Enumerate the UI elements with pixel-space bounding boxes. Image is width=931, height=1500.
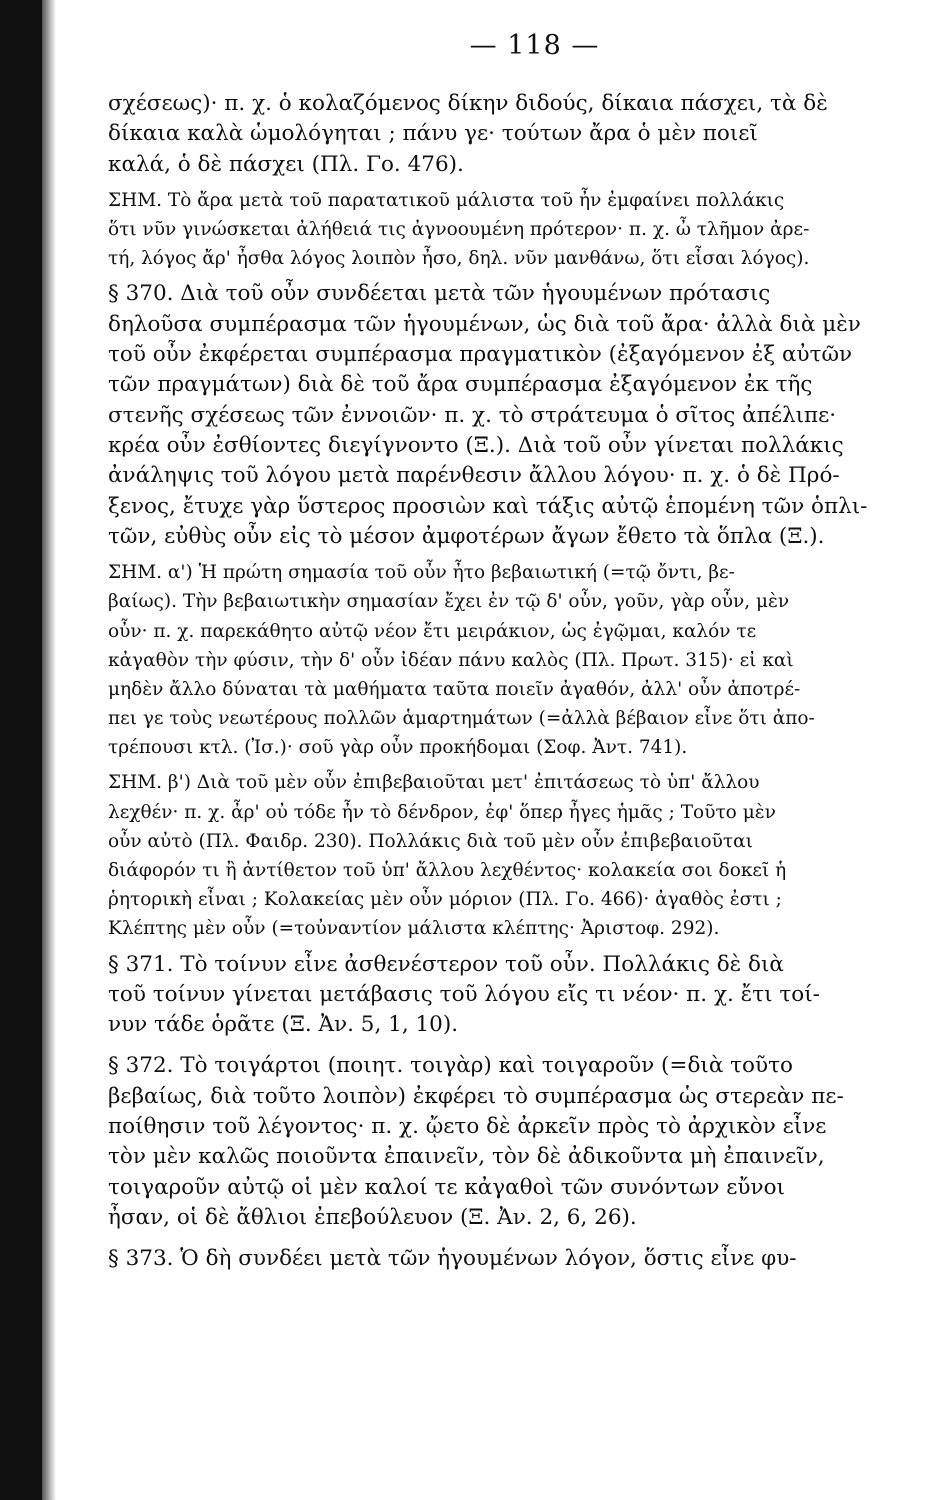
text-line: ΣΗΜ. Τὸ ἄρα μετὰ τοῦ παρατατικοῦ μάλιστα τοῦ ἦν ἐμφαίνει πολλάκις [108, 189, 785, 211]
text-line: τρέπουσι κτλ. (Ἰσ.)· σοῦ γὰρ οὖν προκήδομαι (Σοφ. Ἀντ. 741). [108, 737, 688, 759]
text-line: § 372. Τὸ τοιγάρτοι (ποιητ. τοιγὰρ) καὶ τοιγαροῦν (=διὰ τοῦτο [108, 1053, 793, 1079]
paragraph-gap [108, 1233, 931, 1244]
text-line: ῥητορικὴ εἶναι ; Κολακείας μὲν οὖν μόριον (Πλ. Γο. 466)· ἀγαθὸς ἐστι ; [108, 889, 782, 911]
page-body [108, 89, 931, 1275]
text-line: τῶν πραγμάτων) διὰ δὲ τοῦ ἄρα συμπέρασμα ἐξαγόμενον ἐκ τῆς [108, 372, 813, 398]
text-line: ποίθησιν τοῦ λέγοντος· π. χ. ᾤετο δὲ ἀρκεῖν πρὸς τὸ ἀρχικὸν εἶνε [108, 1114, 827, 1140]
paragraph [108, 89, 931, 180]
text-line: ΣΗΜ. β') Διὰ τοῦ μὲν οὖν ἐπιβεβαιοῦται μετ' ἐπιτάσεως τὸ ὑπ' ἄλλου [108, 772, 760, 794]
text-line: σχέσεως)· π. χ. ὁ κολαζόμενος δίκην διδούς, δίκαια πάσχει, τὰ δὲ [108, 91, 828, 116]
text-line: ἀνάληψις τοῦ λόγου μετὰ παρένθεσιν ἄλλου λόγου· π. χ. ὁ δὲ Πρό- [108, 463, 840, 489]
text-line: τοιγαροῦν αὐτῷ οἱ μὲν καλοί τε κἀγαθοὶ τῶν συνόντων εὔνοι [108, 1174, 785, 1200]
text-line: § 373. Ὁ δὴ συνδέει μετὰ τῶν ἡγουμένων λόγον, ὅστις εἶνε φυ- [108, 1246, 797, 1272]
text-line: ὅτι νῦν γινώσκεται ἀλήθειά τις ἀγνοουμένη πρότερον· π. χ. ὦ τλῆμον ἀρε- [108, 219, 810, 241]
text-line: δηλοῦσα συμπέρασμα τῶν ἡγουμένων, ὡς διὰ τοῦ ἄρα· ἀλλὰ διὰ μὲν [108, 311, 861, 337]
paragraph [108, 1051, 931, 1233]
scan-edge-gradient [42, 0, 56, 1500]
text-line: διάφορόν τι ἢ ἀντίθετον τοῦ ὑπ' ἄλλου λεχθέντος· κολακεία σοι δοκεῖ ἡ [108, 860, 787, 881]
text-line: βεβαίως, διὰ τοῦτο λοιπὸν) ἐκφέρει τὸ συμπέρασμα ὡς στερεὰν πε- [108, 1083, 844, 1109]
text-line: οὖν· π. χ. παρεκάθητο αὐτῷ νέον ἔτι μειράκιον, ὡς ἐγῷμαι, καλόν τε [108, 620, 757, 642]
text-line: τὸν μὲν καλῶς ποιοῦντα ἐπαινεῖν, τὸν δὲ ἀδικοῦντα μὴ ἐπαινεῖν, [108, 1144, 825, 1170]
text-line: βαίως). Τὴν βεβαιωτικὴν σημασίαν ἔχει ἐν τῷ δ' οὖν, γοῦν, γὰρ οὖν, μὲν [108, 591, 790, 613]
text-line: τή, λόγος ἄρ' ἦσθα λόγος λοιπὸν ἦσο, δηλ. νῦν μανθάνω, ὅτι εἶσαι λόγος). [108, 248, 810, 270]
text-line: § 370. Διὰ τοῦ οὖν συνδέεται μετὰ τῶν ἡγουμένων πρότασις [108, 281, 771, 307]
scan-edge-shadow [0, 0, 42, 1500]
text-line: ΣΗΜ. α') Ἡ πρώτη σημασία τοῦ οὖν ἦτο βεβαιωτική (=τῷ ὄντι, βε- [108, 562, 735, 584]
text-line: λεχθέν· π. χ. ἆρ' οὐ τόδε ἦν τὸ δένδρον, ἐφ' ὅπερ ἦγες ἡμᾶς ; Τοῦτο μὲν [108, 801, 776, 823]
paragraph [108, 950, 931, 1041]
text-line: τῶν, εὐθὺς οὖν εἰς τὸ μέσον ἀμφοτέρων ἄγων ἔθετο τὰ ὅπλα (Ξ.). [108, 523, 825, 549]
text-line: οὖν αὐτὸ (Πλ. Φαιδρ. 230). Πολλάκις διὰ τοῦ μὲν οὖν ἐπιβεβαιοῦται [108, 830, 753, 852]
text-line: καλά, ὁ δὲ πάσχει (Πλ. Γο. 476). [108, 151, 464, 177]
paragraph [108, 1244, 931, 1274]
paragraph [108, 279, 931, 552]
text-line: § 371. Τὸ τοίνυν εἶνε ἀσθενέστερον τοῦ οὖν. Πολλάκις δὲ διὰ [108, 951, 784, 977]
note-paragraph [108, 186, 931, 274]
text-line: στενῆς σχέσεως τῶν ἐννοιῶν· π. χ. τὸ στράτευμα ὁ σῖτος ἀπέλιπε· [108, 402, 837, 428]
text-line: πει γε τοὺς νεωτέρους πολλῶν ἁμαρτημάτων (=ἀλλὰ βέβαιον εἶνε ὅτι ἀπο- [108, 708, 815, 730]
paragraph-gap [108, 1040, 931, 1051]
text-line: ἦσαν, οἱ δὲ ἄθλιοι ἐπεβούλευον (Ξ. Ἀν. 2, 6, 26). [108, 1204, 637, 1230]
note-paragraph [108, 558, 931, 762]
text-line: Κλέπτης μὲν οὖν (=τοὐναντίον μάλιστα κλέπτης· Ἀριστοφ. 292). [108, 918, 720, 940]
text-line: νυν τάδε ὁρᾶτε (Ξ. Ἀν. 5, 1, 10). [108, 1012, 459, 1038]
text-line: τοῦ τοίνυν γίνεται μετάβασις τοῦ λόγου εἴς τι νέον· π. χ. ἔτι τοί- [108, 981, 820, 1007]
text-line: δίκαια καλὰ ὡμολόγηται ; πάνυ γε· τούτων ἄρα ὁ μὲν ποιεῖ [108, 121, 758, 147]
text-line: τοῦ οὖν ἐκφέρεται συμπέρασμα πραγματικὸν (ἐξαγόμενον ἐξ αὐτῶν [108, 342, 853, 368]
text-line: κἀγαθὸν τὴν φύσιν, τὴν δ' οὖν ἰδέαν πάνυ καλὸς (Πλ. Πρωτ. 315)· εἰ καὶ [108, 649, 794, 671]
text-line: ξενος, ἔτυχε γὰρ ὕστερος προσιὼν καὶ τάξις αὐτῷ ἑπομένη τῶν ὁπλι- [108, 493, 868, 519]
note-paragraph [108, 768, 931, 943]
text-line: μηδὲν ἄλλο δύναται τὰ μαθήματα ταῦτα ποιεῖν ἀγαθόν, ἀλλ' οὖν ἀποτρέ- [108, 678, 801, 700]
text-line: κρέα οὖν ἐσθίοντες διεγίγνοντο (Ξ.). Διὰ τοῦ οὖν γίνεται πολλάκις [108, 432, 844, 458]
page-number: — 118 — [469, 30, 600, 61]
